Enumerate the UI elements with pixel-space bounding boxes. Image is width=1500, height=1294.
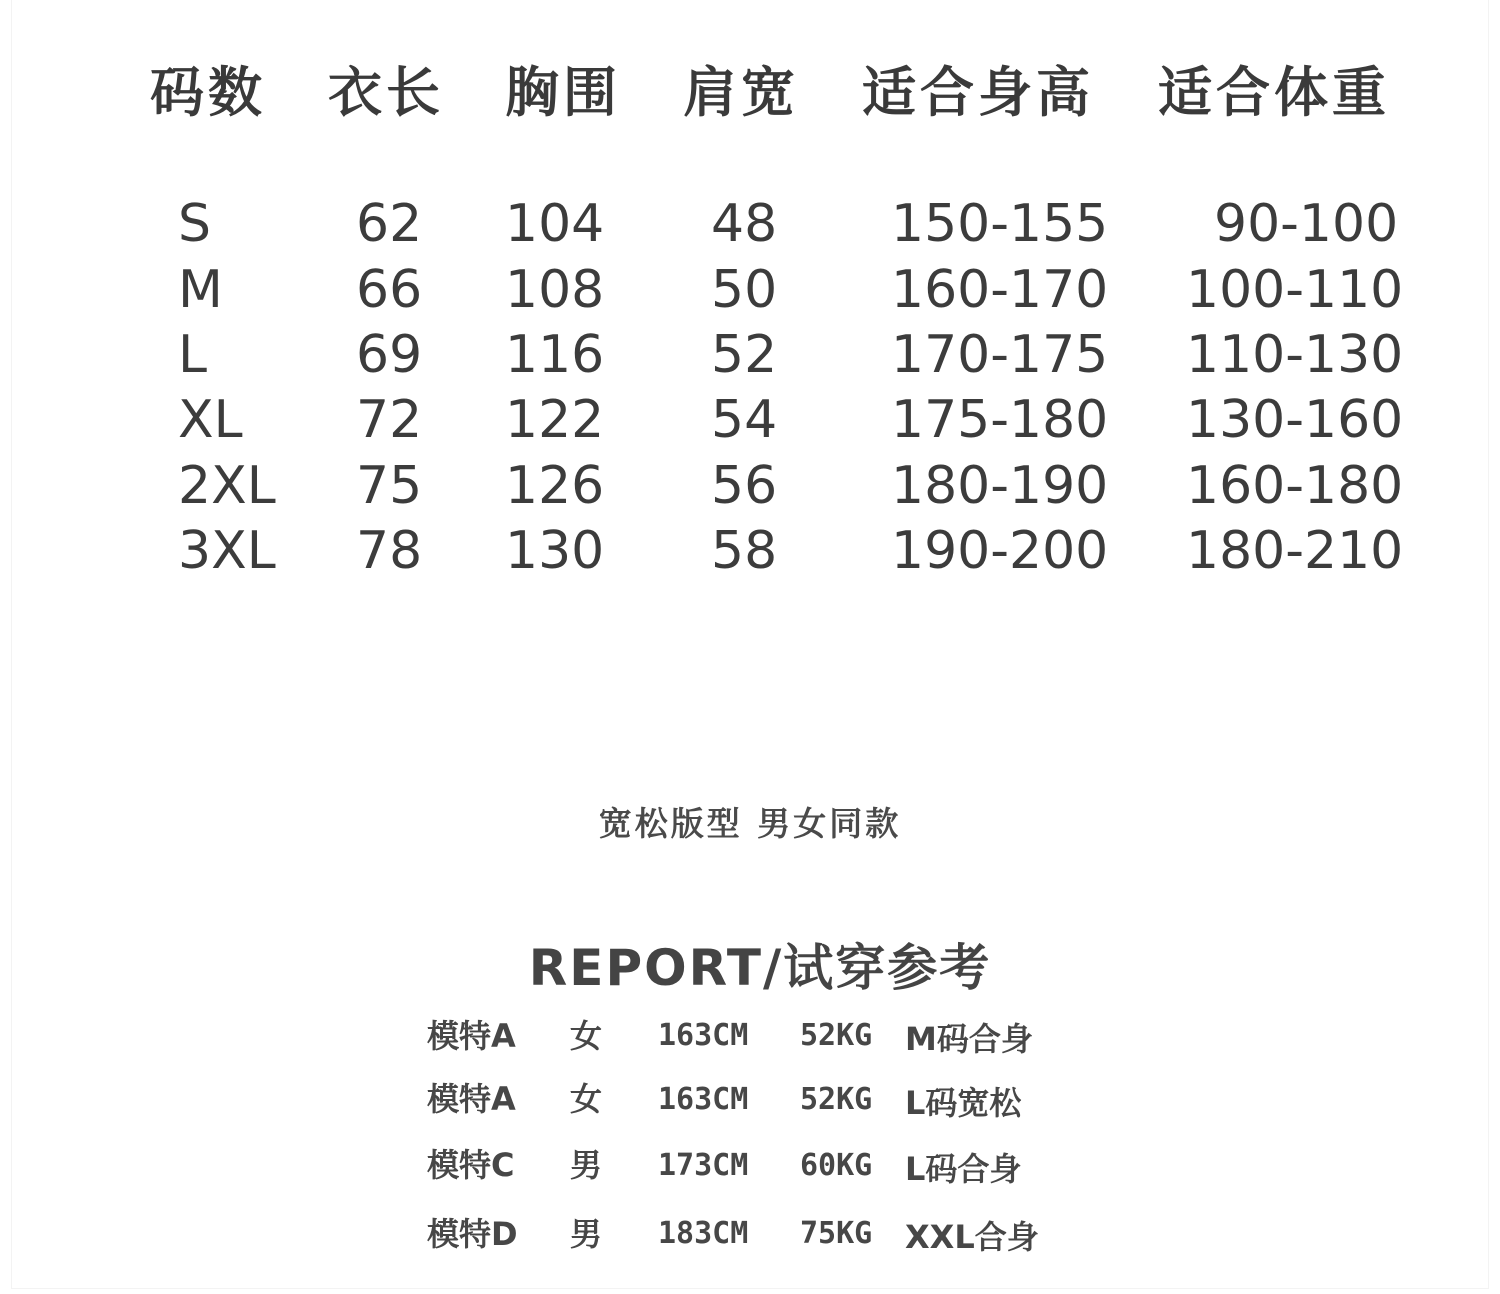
- length-value: 62: [356, 194, 423, 254]
- header-length: 衣长: [328, 61, 444, 124]
- height-range: 170-175: [891, 325, 1109, 385]
- height-range: 190-200: [891, 521, 1109, 581]
- shoulder-value: 56: [711, 456, 778, 516]
- header-chest: 胸围: [505, 61, 621, 124]
- shoulder-value: 48: [711, 194, 778, 254]
- length-value: 75: [356, 456, 423, 516]
- model-gender: 男: [570, 1146, 603, 1184]
- header-weight: 适合体重: [1158, 61, 1390, 124]
- size-label: M: [178, 260, 223, 320]
- header-shoulder: 肩宽: [683, 61, 799, 124]
- length-value: 78: [356, 521, 423, 581]
- weight-range: 90-100: [1214, 194, 1399, 254]
- fit-result: L码合身: [905, 1150, 1022, 1188]
- model-weight: 75KG: [800, 1216, 873, 1251]
- header-height: 适合身高: [862, 61, 1094, 124]
- shoulder-value: 58: [711, 521, 778, 581]
- height-range: 160-170: [891, 260, 1109, 320]
- size-label: S: [178, 194, 212, 254]
- model-height: 163CM: [658, 1018, 749, 1053]
- weight-range: 160-180: [1186, 456, 1404, 516]
- fit-result: L码宽松: [905, 1084, 1022, 1122]
- model-name: 模特D: [427, 1215, 518, 1253]
- length-value: 66: [356, 260, 423, 320]
- model-name: 模特A: [427, 1017, 516, 1055]
- chest-value: 122: [505, 390, 605, 450]
- size-label: 3XL: [178, 521, 276, 581]
- model-weight: 52KG: [800, 1018, 873, 1053]
- shoulder-value: 50: [711, 260, 778, 320]
- weight-range: 100-110: [1186, 260, 1404, 320]
- fit-note: 宽松版型 男女同款: [598, 804, 902, 843]
- report-title: REPORT/试穿参考: [528, 939, 992, 997]
- height-range: 150-155: [891, 194, 1109, 254]
- height-range: 175-180: [891, 390, 1109, 450]
- shoulder-value: 54: [711, 390, 778, 450]
- length-value: 69: [356, 325, 423, 385]
- chest-value: 116: [505, 325, 605, 385]
- model-height: 163CM: [658, 1082, 749, 1117]
- size-label: 2XL: [178, 456, 276, 516]
- model-gender: 男: [570, 1215, 603, 1253]
- weight-range: 130-160: [1186, 390, 1404, 450]
- model-gender: 女: [570, 1080, 603, 1118]
- size-label: L: [178, 325, 207, 385]
- fit-result: XXL合身: [905, 1218, 1039, 1256]
- height-range: 180-190: [891, 456, 1109, 516]
- length-value: 72: [356, 390, 423, 450]
- size-chart-table: [0, 0, 1500, 640]
- shoulder-value: 52: [711, 325, 778, 385]
- chest-value: 126: [505, 456, 605, 516]
- chest-value: 130: [505, 521, 605, 581]
- model-name: 模特A: [427, 1080, 516, 1118]
- chest-value: 104: [505, 194, 605, 254]
- weight-range: 180-210: [1186, 521, 1404, 581]
- model-weight: 60KG: [800, 1148, 873, 1183]
- chest-value: 108: [505, 260, 605, 320]
- model-gender: 女: [570, 1017, 603, 1055]
- model-name: 模特C: [427, 1146, 515, 1184]
- model-height: 183CM: [658, 1216, 749, 1251]
- header-size: 码数: [150, 61, 266, 124]
- fit-result: M码合身: [905, 1020, 1033, 1058]
- model-height: 173CM: [658, 1148, 749, 1183]
- weight-range: 110-130: [1186, 325, 1404, 385]
- size-label: XL: [178, 390, 243, 450]
- model-weight: 52KG: [800, 1082, 873, 1117]
